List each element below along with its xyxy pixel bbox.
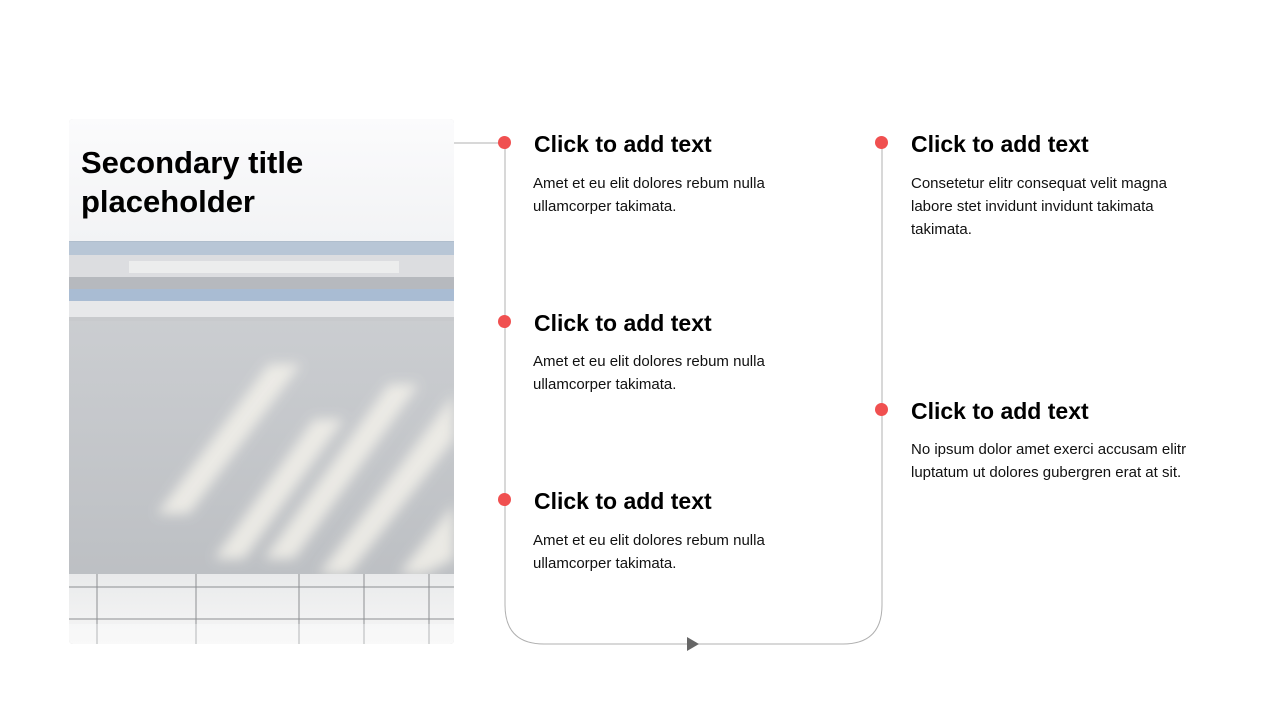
flow-arrow-icon [687,637,699,651]
secondary-title[interactable]: Secondary title placeholder [81,145,304,219]
item-2-heading[interactable]: Click to add text [534,310,712,336]
item-2-body[interactable]: Amet et eu elit dolores rebum nulla ullamcorper takimata. [533,353,765,393]
item-4-body[interactable]: Consetetur elitr consequat velit magna labore stet invidunt invidunt takimata takimata. [911,175,1167,238]
item-4-heading[interactable]: Click to add text [911,131,1089,157]
timeline-dot-5 [875,403,888,416]
timeline-dot-2 [498,315,511,328]
timeline-dot-4 [875,136,888,149]
item-5-body[interactable]: No ipsum dolor amet exerci accusam elitr luptatum ut dolores gubergren erat at sit. [911,441,1187,481]
item-3-body[interactable]: Amet et eu elit dolores rebum nulla ullamcorper takimata. [533,532,765,572]
timeline-dot-1 [498,136,511,149]
item-1-heading[interactable]: Click to add text [534,131,712,157]
timeline-dot-3 [498,493,511,506]
item-5-heading[interactable]: Click to add text [911,398,1089,424]
item-3-heading[interactable]: Click to add text [534,488,712,514]
item-1-body[interactable]: Amet et eu elit dolores rebum nulla ullamcorper takimata. [533,175,765,215]
